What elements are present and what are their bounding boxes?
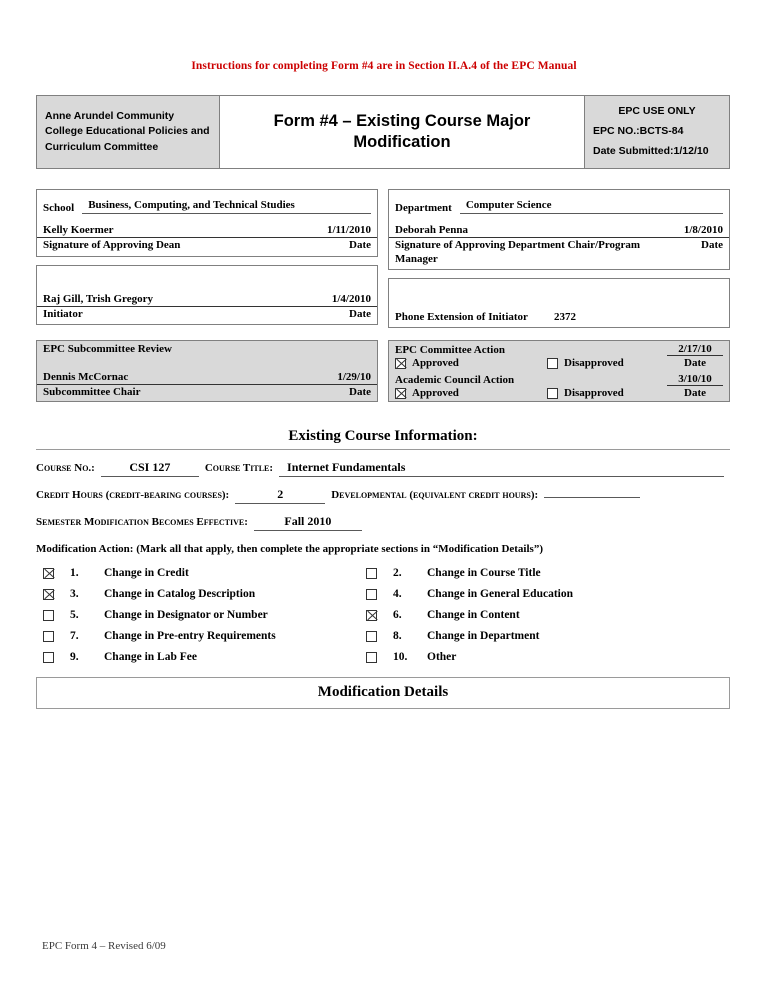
dean-date[interactable]: 1/11/2010 (326, 223, 371, 236)
epc-approved-option[interactable] (395, 357, 547, 369)
form-header-table (36, 95, 730, 169)
modification-2-number: 2. (393, 567, 402, 580)
chair-caption-row (389, 238, 729, 270)
dean-date-caption: Date (349, 238, 371, 251)
table-row (36, 609, 730, 621)
semester-input[interactable]: Fall 2010 (254, 514, 362, 531)
council-disapproved-checkbox-icon[interactable] (547, 388, 558, 399)
date-submitted: Date Submitted:1/12/10 (593, 144, 709, 157)
course-no-label: Course No.: (36, 462, 95, 475)
initiator-caption-row (37, 307, 377, 325)
epc-committee-action-header (389, 341, 729, 356)
semester-label: Semester Modification Becomes Effective: (36, 516, 248, 529)
epc-committee-action-row (389, 356, 729, 371)
modification-3-checkbox-icon[interactable] (43, 589, 54, 600)
epc-use-only-label: EPC USE ONLY (618, 105, 696, 117)
subcommittee-spacer (37, 355, 377, 371)
modification-option-4[interactable] (359, 588, 730, 600)
council-action-title: Academic Council Action (395, 374, 515, 387)
table-row (36, 630, 730, 642)
modification-action-list (36, 567, 730, 663)
modification-4-checkbox-icon[interactable] (366, 589, 377, 600)
course-title-input[interactable]: Internet Fundamentals (279, 460, 724, 477)
initiator-date[interactable]: 1/4/2010 (331, 292, 371, 305)
modification-details-banner: Modification Details (36, 677, 730, 709)
subcommittee-chair-row (37, 371, 377, 385)
modification-option-3[interactable] (36, 588, 359, 600)
modification-6-number: 6. (393, 609, 402, 622)
modification-10-label: Other (427, 651, 457, 664)
phone-label: Phone Extension of Initiator (395, 311, 528, 324)
council-approved-label: Approved (412, 387, 459, 400)
chair-caption: Signature of Approving Department Chair/Program Manager (395, 238, 641, 265)
initiator-name[interactable]: Raj Gill, Trish Gregory (43, 292, 153, 305)
modification-8-number: 8. (393, 630, 402, 643)
initiator-signature-box (36, 265, 378, 326)
school-signature-box (36, 189, 378, 257)
modification-option-10[interactable] (359, 651, 730, 663)
subcommittee-chair-name[interactable]: Dennis McCornac (43, 371, 129, 384)
organization-cell: Anne Arundel Community College Educational Policies and Curriculum Committee (37, 96, 220, 169)
department-value[interactable]: Computer Science (460, 199, 723, 214)
modification-4-number: 4. (393, 588, 402, 601)
epc-disapproved-label: Disapproved (564, 357, 624, 370)
subcommittee-caption-row (37, 385, 377, 400)
instructions-line: Instructions for completing Form #4 are in Section II.A.4 of the EPC Manual (191, 60, 577, 72)
modification-6-checkbox-icon[interactable] (366, 610, 377, 621)
epc-disapproved-option[interactable] (547, 357, 667, 369)
credit-hours-label: Credit Hours (credit-bearing courses): (36, 489, 230, 502)
credit-hours-input[interactable]: 2 (235, 487, 325, 504)
council-action-header (389, 371, 729, 386)
phone-value[interactable]: 2372 (553, 311, 576, 324)
subcommittee-chair-date[interactable]: 1/29/10 (337, 371, 371, 384)
school-field-row (37, 190, 377, 215)
phone-spacer (389, 279, 729, 297)
semester-effective-line (36, 514, 730, 531)
epc-approved-label: Approved (412, 357, 459, 370)
epc-approved-checkbox-icon[interactable] (395, 358, 406, 369)
epc-number: EPC NO.:BCTS-84 (593, 124, 684, 137)
chair-signature-row (389, 215, 729, 238)
initiator-spacer (37, 266, 377, 284)
modification-option-7[interactable] (36, 630, 359, 642)
phone-extension-row (389, 297, 729, 327)
modification-8-checkbox-icon[interactable] (366, 631, 377, 642)
school-label: School (43, 201, 75, 214)
initiator-signature-row (37, 284, 377, 307)
modification-8-label: Change in Department (427, 630, 540, 643)
modification-9-label: Change in Lab Fee (104, 651, 197, 664)
modification-option-6[interactable] (359, 609, 730, 621)
modification-option-9[interactable] (36, 651, 359, 663)
modification-1-number: 1. (70, 567, 79, 580)
modification-9-checkbox-icon[interactable] (43, 652, 54, 663)
modification-option-1[interactable] (36, 567, 359, 579)
department-field-row (389, 190, 729, 215)
modification-9-number: 9. (70, 651, 79, 664)
modification-option-5[interactable] (36, 609, 359, 621)
modification-5-checkbox-icon[interactable] (43, 610, 54, 621)
school-column (36, 189, 378, 329)
council-disapproved-option[interactable] (547, 387, 667, 399)
committee-action-box (388, 340, 730, 402)
chair-date[interactable]: 1/8/2010 (683, 223, 723, 236)
epc-committee-action-date[interactable]: 2/17/10 (667, 343, 723, 356)
epc-committee-action-title: EPC Committee Action (395, 344, 505, 357)
table-row (36, 567, 730, 579)
modification-3-label: Change in Catalog Description (104, 588, 256, 601)
epc-use-only-cell (585, 96, 730, 169)
modification-7-checkbox-icon[interactable] (43, 631, 54, 642)
modification-5-label: Change in Designator or Number (104, 609, 268, 622)
phone-extension-box (388, 278, 730, 328)
dean-signature-row (37, 215, 377, 238)
review-section (36, 340, 730, 402)
modification-2-label: Change in Course Title (427, 567, 541, 580)
council-action-row (389, 386, 729, 401)
modification-10-number: 10. (393, 651, 408, 664)
modification-action-note: Modification Action: (Mark all that apply, then complete the appropriate sections in “Modification Details”) (36, 543, 543, 556)
course-number-line (36, 460, 730, 477)
form-title-cell: Form #4 – Existing Course Major Modification (220, 96, 585, 169)
council-approved-option[interactable] (395, 387, 547, 399)
modification-6-label: Change in Content (427, 609, 520, 622)
initiator-caption: Initiator (43, 307, 83, 320)
modification-3-number: 3. (70, 588, 79, 601)
course-no-input[interactable]: CSI 127 (101, 460, 199, 477)
initiator-date-caption: Date (349, 307, 371, 320)
chair-date-caption: Date (701, 238, 723, 251)
table-row (36, 588, 730, 600)
chair-name[interactable]: Deborah Penna (395, 223, 469, 236)
developmental-input[interactable] (544, 496, 640, 498)
modification-10-checkbox-icon[interactable] (366, 652, 377, 663)
council-action-date[interactable]: 3/10/10 (667, 373, 723, 386)
modification-2-checkbox-icon[interactable] (366, 568, 377, 579)
developmental-label: Developmental (equivalent credit hours): (331, 489, 539, 502)
subcommittee-date-caption: Date (349, 386, 371, 399)
dean-name[interactable]: Kelly Koermer (43, 223, 114, 236)
footer-text: EPC Form 4 – Revised 6/09 (42, 940, 166, 952)
modification-option-2[interactable] (359, 567, 730, 579)
dean-caption: Signature of Approving Dean (43, 238, 181, 251)
modification-7-label: Change in Pre-entry Requirements (104, 630, 276, 643)
credit-hours-line (36, 487, 730, 504)
council-approved-checkbox-icon[interactable] (395, 388, 406, 399)
school-value[interactable]: Business, Computing, and Technical Studies (82, 199, 371, 214)
department-label: Department (395, 201, 452, 214)
modification-1-label: Change in Credit (104, 567, 189, 580)
council-date-caption: Date (684, 387, 706, 400)
modification-5-number: 5. (70, 609, 79, 622)
dean-caption-row (37, 238, 377, 256)
department-column (388, 189, 730, 329)
subcommittee-title: EPC Subcommittee Review (43, 343, 172, 356)
table-row (37, 96, 730, 169)
modification-4-label: Change in General Education (427, 588, 574, 601)
epc-date-caption: Date (684, 357, 706, 370)
modification-1-checkbox-icon[interactable] (43, 568, 54, 579)
modification-7-number: 7. (70, 630, 79, 643)
epc-disapproved-checkbox-icon[interactable] (547, 358, 558, 369)
department-signature-box (388, 189, 730, 271)
page-title: Existing Course Information: (36, 428, 730, 450)
subcommittee-chair-caption: Subcommittee Chair (43, 386, 141, 399)
signature-section (36, 189, 730, 329)
table-row (36, 651, 730, 663)
course-title-label: Course Title: (204, 462, 274, 475)
modification-option-8[interactable] (359, 630, 730, 642)
subcommittee-review-box (36, 340, 378, 402)
council-disapproved-label: Disapproved (564, 387, 624, 400)
